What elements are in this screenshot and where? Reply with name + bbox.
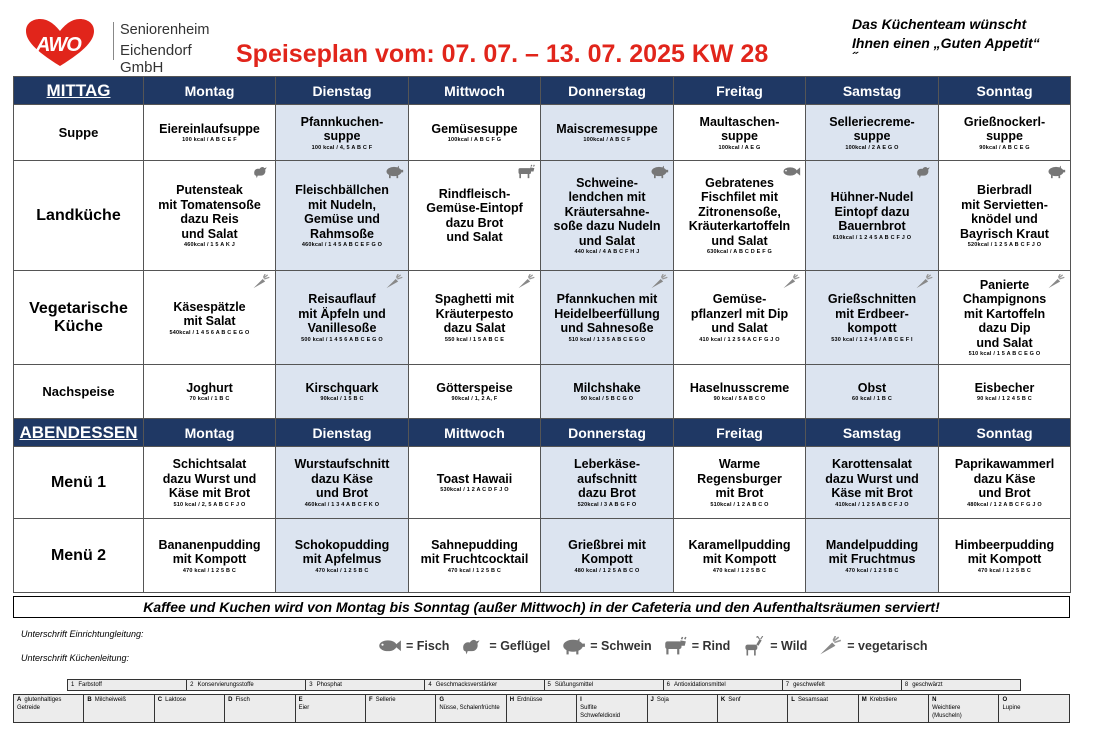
menu-cell — [674, 447, 806, 519]
logo-divider — [113, 22, 114, 60]
pig-icon — [1046, 164, 1066, 180]
dish-name: Fleischbällchen mit Nudeln, Gemüse und Rahmsoße — [295, 183, 389, 241]
dish-name: Putensteak mit Tomatensoße dazu Reis und Salat — [158, 183, 261, 241]
additive-text: Geschmacksverstärker — [435, 682, 498, 688]
menu-cell — [674, 519, 806, 593]
kcal-info: 510 kcal / 2, 5 A B C F J O — [173, 501, 246, 508]
kcal-info: 470 kcal / 1 2 5 B C — [182, 567, 237, 574]
dish-name: Mandelpudding mit Fruchtmus — [825, 537, 919, 566]
day-header-montag: Montag — [144, 77, 276, 105]
menu-cell — [939, 519, 1071, 593]
allergen-entry — [858, 695, 928, 723]
menu-cell — [674, 105, 806, 161]
allergen-key: F — [368, 697, 373, 703]
allergen-key: A — [17, 697, 22, 703]
row-label: Nachspeise — [14, 365, 144, 419]
day-header-sonntag: Sonntag — [939, 77, 1071, 105]
dish-name: Grießbrei mit Kompott — [568, 537, 646, 566]
brand-line1: Seniorenheim — [120, 22, 210, 38]
row-label: Vegetarische Küche — [14, 271, 144, 365]
menu-cell — [939, 271, 1071, 365]
menu-cell — [939, 447, 1071, 519]
legend-item — [459, 636, 550, 656]
additive-number: 5 — [547, 682, 551, 688]
additive-text: Farbstoff — [78, 682, 102, 688]
additive-text: Antioxidationsmittel — [673, 682, 726, 688]
allergen-entry — [14, 695, 84, 723]
menu-cell — [939, 365, 1071, 419]
signature-kitchen: Unterschrift Küchenleitung: — [21, 653, 130, 663]
allergen-entry — [788, 695, 858, 723]
menu-cell — [409, 161, 541, 271]
kcal-info: 90kcal / 1 5 B C — [320, 396, 364, 403]
dish-name: Eiereinlaufsuppe — [159, 121, 260, 136]
additive-text: geschwärzt — [912, 682, 943, 688]
kcal-info: 90kcal / 1, 2 A, F — [451, 396, 498, 403]
dish-name: Bierbradl mit Servietten- knödel und Bayrisch Kraut — [960, 183, 1049, 241]
pig-icon — [560, 636, 586, 656]
allergen-key: I — [580, 697, 582, 703]
day-header-dienstag: Dienstag — [276, 77, 409, 105]
legend-item — [560, 636, 651, 656]
kcal-info: 100kcal / A B C F — [583, 137, 631, 144]
mittag-section-title: MITTAG — [14, 77, 144, 105]
kcal-info: 90 kcal / 5 A B C O — [713, 396, 766, 403]
menu-cell — [409, 519, 541, 593]
menu-cell — [144, 447, 276, 519]
kcal-info: 410 kcal / 1 2 5 6 A C F G J O — [699, 336, 780, 343]
dish-name: Warme Regensburger mit Brot — [697, 457, 782, 501]
coffee-note: Kaffee und Kuchen wird von Montag bis Sonntag (außer Mittwoch) in der Cafeteria und den Aufenthaltsräumen serviert! — [13, 596, 1070, 618]
menu-cell — [541, 365, 674, 419]
kcal-info: 550 kcal / 1 5 A B C E — [444, 336, 505, 343]
allergen-text: Krebstiere — [869, 697, 898, 703]
additives-table — [67, 679, 1021, 691]
menu-cell — [276, 447, 409, 519]
greeting — [852, 15, 1040, 65]
legend-label: = Geflügel — [489, 639, 551, 653]
menu-cell — [541, 447, 674, 519]
allergen-text: Soja — [656, 697, 669, 703]
carrot-icon — [914, 274, 934, 290]
dish-name: Grießschnitten mit Erdbeer- kompott — [827, 292, 917, 336]
row-label: Menü 2 — [14, 519, 144, 593]
menu-cell — [409, 271, 541, 365]
additive-entry — [544, 680, 663, 691]
kcal-info: 610kcal / 1 2 4 5 A B C F J O — [832, 234, 912, 241]
menu-row — [14, 519, 1071, 593]
dish-name: Maiscremesuppe — [556, 121, 658, 136]
menu-cell — [541, 161, 674, 271]
kcal-info: 100kcal / 2 A E G O — [845, 144, 899, 151]
additive-number: 6 — [666, 682, 670, 688]
allergen-key: H — [509, 697, 515, 703]
brand-line2: Eichendorf GmbH — [120, 42, 192, 76]
allergen-entry — [365, 695, 435, 723]
legend-label: = Wild — [770, 639, 808, 653]
menu-row — [14, 161, 1071, 271]
day-header-montag: Montag — [144, 419, 276, 447]
day-header-donnerstag: Donnerstag — [541, 419, 674, 447]
day-header-samstag: Samstag — [806, 77, 939, 105]
menu-row — [14, 365, 1071, 419]
dish-name: Götterspeise — [436, 380, 513, 395]
dish-name: Himbeerpudding mit Kompott — [954, 537, 1055, 566]
allergen-text: Lupine — [1002, 705, 1021, 711]
carrot-icon — [516, 274, 536, 290]
allergen-key: E — [298, 697, 303, 703]
allergen-entry — [225, 695, 295, 723]
menu-cell — [806, 271, 939, 365]
day-header-samstag: Samstag — [806, 419, 939, 447]
greeting-line2: Ihnen einen „Guten Appetit“ — [852, 35, 1040, 51]
legend-label: = Schwein — [590, 639, 652, 653]
dish-name: Hühner-Nudel Eintopf dazu Bauernbrot — [830, 190, 914, 234]
allergen-text: glutenhaltiges Getreide — [17, 697, 62, 711]
menu-cell — [144, 365, 276, 419]
dish-name: Eisbecher — [974, 380, 1035, 395]
row-label: Suppe — [14, 105, 144, 161]
kcal-info: 480 kcal / 1 2 5 A B C O — [574, 567, 640, 574]
day-header-sonntag: Sonntag — [939, 419, 1071, 447]
dish-name: Grießnockerl- suppe — [963, 114, 1046, 143]
allergen-key: K — [720, 697, 726, 703]
additive-text: geschwefelt — [793, 682, 825, 688]
additive-number: 3 — [309, 682, 313, 688]
menu-cell — [541, 271, 674, 365]
dish-name: Schichtsalat dazu Wurst und Käse mit Brot — [162, 457, 257, 501]
allergen-entry — [999, 695, 1070, 723]
additive-number: 8 — [904, 682, 909, 688]
dish-name: Joghurt — [186, 380, 233, 395]
chicken-icon — [459, 636, 485, 656]
legend-label: = Rind — [691, 639, 731, 653]
kcal-info: 460kcal / 1 3 4 A B C F K O — [304, 501, 380, 508]
kcal-info: 470 kcal / 1 2 5 B C — [447, 567, 502, 574]
allergen-text: Nüsse, Schalenfrüchte — [439, 705, 500, 711]
pig-icon — [384, 164, 404, 180]
menu-grid — [13, 76, 1071, 593]
icon-legend — [376, 634, 1066, 658]
additive-number: 1 — [71, 682, 75, 688]
dish-name: Schokopudding mit Apfelmus — [294, 537, 390, 566]
dish-name: Selleriecreme- suppe — [829, 114, 915, 143]
allergen-text: Fisch — [235, 697, 250, 703]
menu-cell — [409, 105, 541, 161]
day-header-mittwoch: Mittwoch — [409, 419, 541, 447]
additive-number: 2 — [190, 682, 194, 688]
allergen-entry — [154, 695, 224, 723]
menu-cell — [806, 105, 939, 161]
allergen-text: Weichtiere (Muscheln) — [932, 705, 962, 719]
allergen-text: Milcheiweiß — [94, 697, 127, 703]
additive-text: Phosphat — [316, 682, 342, 688]
fish-icon — [376, 636, 402, 656]
menu-cell — [276, 519, 409, 593]
dish-name: Paprikawammerl dazu Käse und Brot — [954, 457, 1055, 501]
kcal-info: 460kcal / 1 4 5 A B C E F G O — [301, 242, 383, 248]
dish-name: Reisauflauf mit Äpfeln und Vanillesoße — [298, 292, 386, 336]
row-label: Landküche — [14, 161, 144, 271]
logo-text: AWO — [36, 34, 81, 56]
day-header-freitag: Freitag — [674, 77, 806, 105]
kcal-info: 60 kcal / 1 B C — [852, 396, 892, 403]
kcal-info: 470 kcal / 1 2 5 B C — [977, 567, 1032, 574]
menu-cell — [806, 161, 939, 271]
menu-cell — [674, 271, 806, 365]
allergen-entry — [84, 695, 154, 723]
chicken-icon — [251, 164, 271, 180]
kcal-info: 510 kcal / 1 3 5 A B C E G O — [568, 336, 646, 343]
dish-name: Maultaschen- suppe — [699, 114, 780, 143]
allergen-text: Eier — [298, 705, 310, 711]
allergen-key: D — [228, 697, 233, 703]
menu-cell — [806, 447, 939, 519]
greeting-line3: ˝ — [852, 49, 857, 65]
dish-name: Wurstaufschnitt dazu Käse und Brot — [294, 457, 390, 501]
additive-number: 4 — [428, 682, 432, 688]
menu-cell — [409, 365, 541, 419]
additive-entry — [68, 680, 187, 691]
day-header-donnerstag: Donnerstag — [541, 77, 674, 105]
cow-icon — [662, 636, 688, 656]
allergen-key: C — [157, 697, 163, 703]
menu-cell — [409, 447, 541, 519]
carrot-icon — [1046, 274, 1066, 290]
dish-name: Spaghetti mit Kräuterpesto dazu Salat — [434, 292, 515, 336]
carrot-icon — [817, 636, 843, 656]
dish-name: Karottensalat dazu Wurst und Käse mit Brot — [825, 457, 919, 501]
carrot-icon — [251, 274, 271, 290]
day-header-row — [14, 77, 1071, 105]
dish-name: Kirschquark — [305, 380, 379, 395]
allergen-key: O — [1002, 697, 1008, 703]
kcal-info: 540kcal / 1 4 5 6 A B C E G O — [169, 329, 250, 336]
kcal-info: 100kcal / A E G — [718, 144, 761, 151]
legend-item — [662, 636, 731, 656]
day-header-freitag: Freitag — [674, 419, 806, 447]
menu-cell — [276, 105, 409, 161]
kcal-info: 470 kcal / 1 2 5 B C — [315, 567, 369, 574]
menu-cell — [276, 161, 409, 271]
legend-label: = vegetarisch — [847, 639, 928, 653]
day-header-mittwoch: Mittwoch — [409, 77, 541, 105]
allergen-entry — [647, 695, 717, 723]
menu-cell — [939, 161, 1071, 271]
additive-entry — [782, 680, 901, 691]
dish-name: Käsespätzle mit Salat — [173, 299, 246, 328]
dish-name: Sahnepudding mit Fruchtcocktail — [420, 537, 529, 566]
allergen-key: M — [861, 697, 867, 703]
menu-row — [14, 105, 1071, 161]
menu-cell — [541, 105, 674, 161]
dish-name: Leberkäse- aufschnitt dazu Brot — [573, 457, 640, 501]
dish-name: Haselnusscreme — [689, 380, 790, 395]
menu-cell — [541, 519, 674, 593]
kcal-info: 630kcal / A B C D E F G — [706, 249, 773, 256]
additive-entry — [306, 680, 425, 691]
kcal-info: 90 kcal / 1 2 4 5 B C — [977, 396, 1032, 403]
page-title: Speiseplan vom: 07. 07. – 13. 07. 2025 KW 28 — [236, 40, 769, 68]
additive-entry — [901, 680, 1020, 691]
additive-number: 7 — [785, 682, 790, 688]
allergen-text: Laktose — [165, 697, 187, 703]
dish-name: Rindfleisch- Gemüse-Eintopf dazu Brot und Salat — [426, 186, 523, 244]
allergen-entry — [717, 695, 787, 723]
allergen-key: B — [87, 697, 92, 703]
allergen-entry — [295, 695, 365, 723]
dish-name: Milchshake — [573, 380, 641, 395]
allergen-text: Sulfite Schwefeldioxid — [580, 705, 621, 719]
signature-facility: Unterschrift Einrichtungleitung: — [21, 629, 144, 639]
allergen-key: J — [650, 697, 654, 703]
kcal-info: 470 kcal / 1 2 5 B C — [712, 567, 767, 574]
additive-entry — [663, 680, 782, 691]
allergen-text: Senf — [728, 697, 741, 703]
kcal-info: 510kcal / 1 2 A B C O — [710, 501, 769, 508]
legend-item — [376, 636, 449, 656]
kcal-info: 440 kcal / 4 A B C F H J — [574, 249, 640, 256]
allergens-table — [13, 694, 1070, 723]
allergen-key: N — [932, 697, 937, 703]
menu-cell — [144, 105, 276, 161]
kcal-info: 510 kcal / 1 5 A B C E G O — [968, 351, 1041, 358]
menu-row — [14, 271, 1071, 365]
kcal-info: 70 kcal / 1 B C — [189, 396, 230, 403]
kcal-info: 100kcal / A B C F G — [447, 137, 502, 144]
day-header-row — [14, 419, 1071, 447]
kcal-info: 530 kcal / 1 2 4 5 / A B C E F I — [831, 336, 913, 343]
carrot-icon — [649, 274, 669, 290]
additive-text: Konservierungsstoffe — [197, 682, 254, 688]
kcal-info: 460kcal / 1 5 A K J — [183, 242, 236, 248]
menu-row — [14, 447, 1071, 519]
dish-name: Gemüsesuppe — [431, 121, 518, 136]
dish-name: Bananenpudding mit Kompott — [158, 537, 261, 566]
additive-entry — [187, 680, 306, 691]
additive-entry — [425, 680, 544, 691]
kcal-info: 520kcal / 3 A B G F O — [577, 501, 637, 508]
deer-icon — [740, 636, 766, 656]
kcal-info: 90 kcal / 5 B C G O — [580, 396, 634, 403]
menu-cell — [144, 519, 276, 593]
kcal-info: 500 kcal / 1 4 5 6 A B C E G O — [301, 336, 383, 343]
menu-cell — [144, 271, 276, 365]
allergen-key: L — [791, 697, 795, 703]
additive-text: Süßungsmittel — [554, 682, 594, 688]
menu-cell — [806, 365, 939, 419]
abendessen-section-title: ABENDESSEN — [14, 419, 144, 447]
allergen-text: Sellerie — [375, 697, 396, 703]
kcal-info: 520kcal / 1 2 5 A B C F J O — [967, 242, 1042, 248]
allergen-entry — [436, 695, 506, 723]
kcal-info: 100 kcal / 4, 5 A B C F — [311, 144, 373, 151]
menu-cell — [144, 161, 276, 271]
allergen-text: Erdnüsse — [517, 697, 543, 703]
pig-icon — [649, 164, 669, 180]
cow-icon — [516, 164, 536, 180]
allergen-key: G — [439, 697, 445, 703]
menu-cell — [939, 105, 1071, 161]
menu-cell — [276, 365, 409, 419]
menu-cell — [276, 271, 409, 365]
dish-name: Pfannkuchen- suppe — [300, 114, 384, 143]
dish-name: Gemüse- pflanzerl mit Dip und Salat — [690, 292, 789, 336]
dish-name: Panierte Champignons mit Kartoffeln dazu Dip und Salat — [962, 277, 1047, 350]
carrot-icon — [781, 274, 801, 290]
allergen-text: Sesamsaat — [797, 697, 828, 703]
dish-name: Karamellpudding mit Kompott — [688, 537, 791, 566]
dish-name: Obst — [857, 380, 887, 395]
day-header-dienstag: Dienstag — [276, 419, 409, 447]
menu-cell — [674, 365, 806, 419]
dish-name: Gebratenes Fischfilet mit Zitronensoße, Kräuterkartoffeln und Salat — [688, 175, 791, 248]
kcal-info: 100 kcal / A B C E F — [182, 137, 237, 144]
dish-name: Toast Hawaii — [436, 471, 513, 486]
kcal-info: 90kcal / A B C E G — [979, 144, 1030, 151]
dish-name: Pfannkuchen mit Heidelbeerfüllung und Sahnesoße — [554, 292, 660, 336]
kcal-info: 480kcal / 1 2 A B C F G J O — [967, 501, 1042, 508]
allergen-entry — [506, 695, 576, 723]
allergen-entry — [577, 695, 647, 723]
carrot-icon — [384, 274, 404, 290]
legend-item — [740, 636, 807, 656]
greeting-line1: Das Küchenteam wünscht — [852, 16, 1027, 32]
kcal-info: 410kcal / 1 2 5 A B C F J O — [835, 501, 909, 508]
dish-name: Schweine- lendchen mit Kräutersahne- soße dazu Nudeln und Salat — [553, 175, 661, 248]
row-label: Menü 1 — [14, 447, 144, 519]
kcal-info: 530kcal / 1 2 A C D F J O — [440, 487, 509, 494]
fish-icon — [781, 164, 801, 180]
legend-label: = Fisch — [406, 639, 450, 653]
awo-logo — [24, 18, 234, 76]
chicken-icon — [914, 164, 934, 180]
kcal-info: 470 kcal / 1 2 5 B C — [845, 567, 899, 574]
menu-cell — [806, 519, 939, 593]
menu-cell — [674, 161, 806, 271]
legend-item — [817, 636, 927, 656]
allergen-entry — [929, 695, 999, 723]
